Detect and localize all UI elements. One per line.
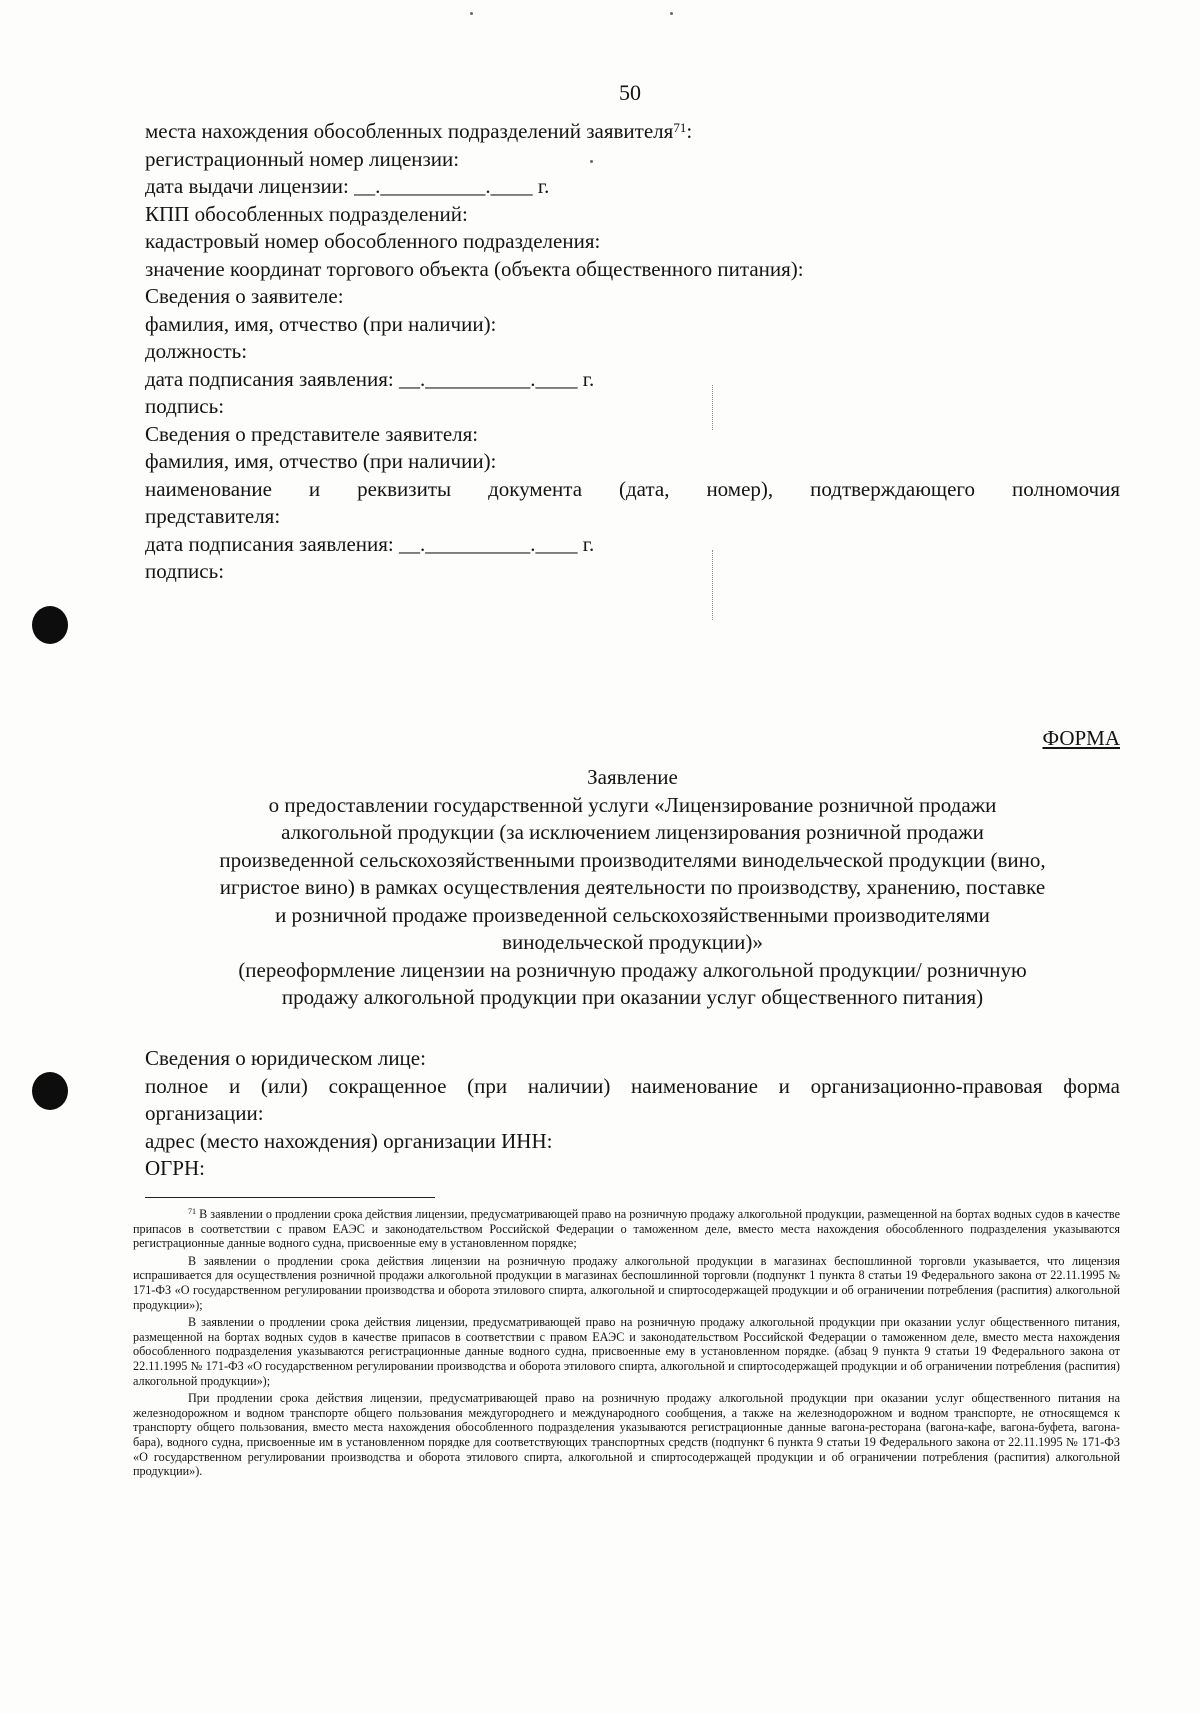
title-line: и розничной продаже произведенной сельскохозяйственными производителями — [275, 902, 990, 927]
footnote-marker: 71 — [188, 1207, 196, 1216]
application-title — [145, 764, 1120, 1012]
section-heading: Сведения о заявителе: — [145, 284, 344, 308]
footnote-paragraph: В заявлении о продлении срока действия лицензии на розничную продажу алкогольной продукции в магазинах беспошлинной торговли указывается, что лицензия испрашивается для осуществления розничной продажи алкогольной продукции в магазинах беспошлинной торговли (подпункт 1 пункта 8 статьи 19 Федерального закона от 22.11.1995 № 171-ФЗ «О государственном регулировании производства и оборота этилового спирта, алкогольной и спиртосодержащей продукции и об ограничении потребления (распития) алкогольной продукции»); — [133, 1253, 1120, 1312]
form-label: ФОРМА — [1042, 726, 1120, 750]
field-line: значение координат торгового объекта (объекта общественного питания): — [145, 256, 804, 281]
title-line: продажу алкогольной продукции при оказании услуг общественного питания) — [281, 985, 984, 1009]
field-line: организации: — [145, 1101, 264, 1125]
field-line: дата подписания заявления: __.__________.____ г. — [145, 366, 595, 391]
field-line: полное и (или) сокращенное (при наличии) наименование и организационно-правовая форма — [145, 1073, 1120, 1098]
field-line: должность: — [145, 339, 248, 363]
field-line: КПП обособленных подразделений: — [145, 201, 468, 226]
section-heading: Сведения о представителе заявителя: — [145, 421, 479, 446]
title-line: о предоставлении государственной услуги «Лицензирование розничной продажи — [268, 792, 997, 817]
footnote-divider — [145, 1197, 435, 1198]
scan-speck — [470, 12, 473, 15]
footnote-ref: 71 — [673, 120, 687, 135]
field-line: регистрационный номер лицензии: — [145, 146, 460, 171]
field-line: ОГРН: — [145, 1156, 205, 1180]
application-fields-continued — [145, 118, 1120, 586]
title-line: алкогольной продукции (за исключением лицензирования розничной продажи — [281, 820, 984, 844]
title-line: (переоформление лицензии на розничную продажу алкогольной продукции/ розничную — [238, 957, 1027, 982]
field-line: подпись: — [145, 559, 225, 583]
field-line: наименование и реквизиты документа (дата, номер), подтверждающего полномочия — [145, 476, 1120, 501]
title-line: произведенной сельскохозяйственными производителями винодельческой продукции (вино, — [219, 847, 1046, 872]
section-heading: Сведения о юридическом лице: — [145, 1046, 426, 1070]
title-line: Заявление — [587, 765, 678, 789]
legal-entity-fields — [145, 1045, 1120, 1183]
footnote-paragraph: $^{71}$ В заявлении о продлении срока действия лицензии, предусматривающей право на розничную продажу алкогольной продукции, размещенной на бортах водных судов в качестве припасов в соответствии с правом ЕАЭС и законодательством Российской Федерации о таможенном деле, вместо места нахождения обособленного подразделения указываются регистрационные данные водного судна, присвоенные ему в установленном порядке; — [133, 1207, 1120, 1251]
field-line: адрес (место нахождения) организации ИНН: — [145, 1128, 553, 1153]
footnote-paragraph: При продлении срока действия лицензии, предусматривающей право на розничную продажу алкогольной продукции при оказании услуг общественного питания на железнодорожном и водном транспорте общего пользования междугороднего и международного сообщения, а также на железнодорожном и водном транспорте, не относящемся к транспорту общего пользования, вместо места нахождения обособленного подразделения указываются регистрационные данные вагона-ресторана (вагона-кафе, вагона-буфета, вагона-бара), водного судна, присвоенные им в установленном порядке для соответствующих транспортных средств (подпункт 6 пункта 9 статьи 19 Федерального закона от 22.11.1995 № 171-ФЗ «О государственном регулировании производства и оборота этилового спирта, алкогольной и спиртосодержащей продукции и об ограничении потребления (распития) алкогольной продукции»). — [133, 1391, 1120, 1479]
footnote-paragraph: В заявлении о продлении срока действия лицензии, предусматривающей право на розничную продажу алкогольной продукции при оказании услуг общественного питания, размещенной на бортах водных судов в качестве припасов в соответствии с правом ЕАЭС и законодательством Российской Федерации о таможенном деле, вместо места нахождения обособленного подразделения указываются регистрационные данные водного судна, присвоенные ему в установленном порядке. (абзац 9 пункта 9 статьи 19 Федерального закона от 22.11.1995 № 171-ФЗ «О государственном регулировании производства и оборота этилового спирта, алкогольной и спиртосодержащей продукции и об ограничении потребления (распития) алкогольной продукции»); — [133, 1315, 1120, 1388]
field-line: подпись: — [145, 394, 225, 418]
page-number: 50 — [619, 80, 641, 105]
field-line: места нахождения обособленных подразделений заявителя$^{71}$: — [145, 119, 693, 143]
field-line: фамилия, имя, отчество (при наличии): — [145, 311, 497, 336]
binder-hole-mark — [32, 1072, 68, 1110]
scan-speck — [670, 12, 673, 15]
binder-hole-mark — [32, 606, 68, 644]
field-line: дата подписания заявления: __.__________.____ г. — [145, 531, 595, 556]
title-line: игристое вино) в рамках осуществления деятельности по производству, хранению, поставке — [219, 875, 1046, 899]
field-line: кадастровый номер обособленного подразделения: — [145, 229, 601, 253]
field-line: фамилия, имя, отчество (при наличии): — [145, 449, 497, 473]
field-line: представителя: — [145, 504, 281, 528]
footnotes — [133, 1207, 1120, 1482]
title-line: винодельческой продукции)» — [502, 930, 763, 954]
field-line: дата выдачи лицензии: __.__________.____ г. — [145, 174, 550, 198]
